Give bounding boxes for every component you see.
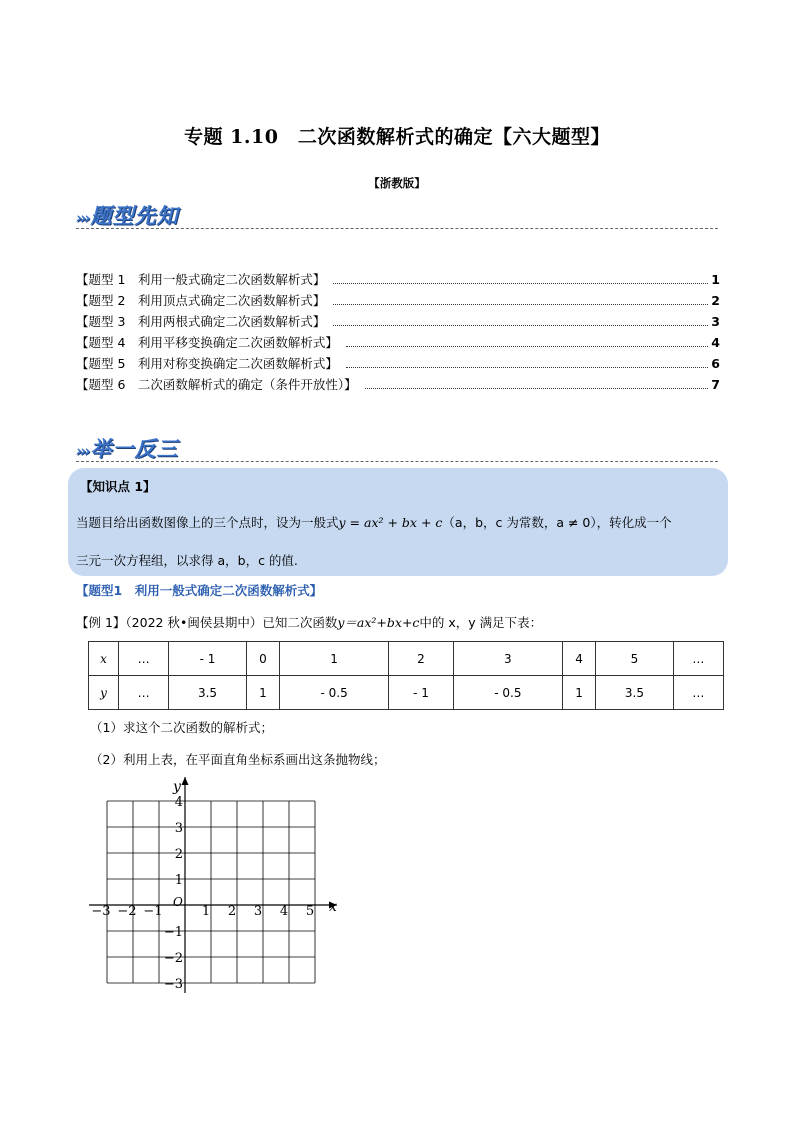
banner-arrows-icon: ›››: [76, 209, 89, 227]
table-cell: …: [119, 676, 169, 710]
y-axis-arrow-icon: [182, 777, 189, 785]
table-cell: - 1: [389, 676, 454, 710]
table-cell: 3.5: [596, 676, 674, 710]
table-row: [89, 642, 724, 676]
example-statement: 【例 1】（2022 秋•闽侯县期中）已知二次函数y＝ax²+bx+c中的 x，y 满足下表：: [76, 615, 543, 630]
table-cell: 1: [562, 676, 595, 710]
x-tick-label: 3: [253, 904, 263, 919]
table-cell: - 0.5: [280, 676, 389, 710]
toc-item[interactable]: 【题型 5 利用对称变换确定二次函数解析式】 6: [76, 356, 720, 371]
table-cell: - 0.5: [453, 676, 562, 710]
axes: [89, 777, 337, 993]
table-cell: …: [673, 642, 723, 676]
tick-labels: [91, 795, 314, 992]
table-cell: y: [89, 676, 119, 710]
banner-preview: [76, 200, 179, 230]
x-tick-label: 5: [305, 904, 315, 919]
y-tick-label: −1: [163, 925, 183, 940]
toc-item[interactable]: 【题型 4 利用平移变换确定二次函数解析式】 4: [76, 335, 720, 350]
xy-table: [88, 641, 724, 710]
formula-general: y = ax² + bx + c: [338, 515, 443, 530]
toc-item[interactable]: 【题型 2 利用顶点式确定二次函数解析式】 2: [76, 293, 720, 308]
banner-arrows-icon: ›››: [76, 442, 89, 460]
y-tick-label: 1: [174, 873, 183, 888]
y-tick-label: 4: [174, 795, 183, 810]
edition-label: 【浙教版】: [368, 176, 426, 190]
table-cell: - 1: [169, 642, 247, 676]
y-tick-label: −2: [163, 951, 183, 966]
page-title: 专题 1.10 二次函数解析式的确定【六大题型】: [184, 126, 610, 148]
knowledge-title: 【知识点 1】: [80, 479, 156, 494]
topic-title: 【题型1 利用一般式确定二次函数解析式】: [76, 583, 323, 598]
toc-item[interactable]: 【题型 6 二次函数解析式的确定（条件开放性）】 7: [76, 377, 720, 392]
banner-preview-text: 题型先知: [90, 204, 179, 228]
divider: [76, 461, 718, 462]
table-cell: 0: [246, 642, 279, 676]
question-2: （2）利用上表，在平面直角坐标系画出这条抛物线；: [90, 752, 386, 767]
table-cell: 4: [562, 642, 595, 676]
toc-item[interactable]: 【题型 3 利用两根式确定二次函数解析式】 3: [76, 314, 720, 329]
divider: [76, 228, 718, 229]
knowledge-line-1: 当题目给出函数图像上的三个点时，设为一般式y = ax² + bx + c（a，b，c 为常数，a ≠ 0），转化成一个: [76, 515, 672, 530]
x-tick-label: 2: [227, 904, 237, 919]
x-tick-label: −3: [91, 904, 111, 919]
question-1: （1）求这个二次函数的解析式；: [90, 720, 273, 735]
table-row: [89, 676, 724, 710]
table-cell: x: [89, 642, 119, 676]
x-tick-label: −2: [117, 904, 137, 919]
x-tick-label: 4: [279, 904, 289, 919]
example-formula: y＝ax²+bx+c: [337, 615, 420, 630]
table-cell: 3: [453, 642, 562, 676]
y-tick-label: −3: [163, 977, 183, 992]
table-cell: 3.5: [169, 676, 247, 710]
table-cell: 1: [280, 642, 389, 676]
table-of-contents: [76, 270, 720, 396]
x-tick-label: 1: [201, 904, 211, 919]
banner-practice: [76, 433, 179, 463]
knowledge-line-2: 三元一次方程组，以求得 a，b，c 的值.: [76, 553, 298, 568]
x-tick-label: −1: [143, 904, 163, 919]
toc-item[interactable]: 【题型 1 利用一般式确定二次函数解析式】 1: [76, 272, 720, 287]
y-tick-label: 2: [174, 847, 183, 862]
table-cell: …: [673, 676, 723, 710]
table-cell: …: [119, 642, 169, 676]
banner-practice-text: 举一反三: [90, 437, 179, 461]
y-axis-label: y: [173, 779, 181, 795]
x-axis-label: x: [329, 899, 337, 915]
origin-label: O: [173, 895, 183, 909]
table-cell: 1: [246, 676, 279, 710]
table-cell: 5: [596, 642, 674, 676]
y-tick-label: 3: [174, 821, 183, 836]
table-cell: 2: [389, 642, 454, 676]
coordinate-grid: [85, 775, 345, 1000]
grid-lines: [107, 801, 315, 983]
